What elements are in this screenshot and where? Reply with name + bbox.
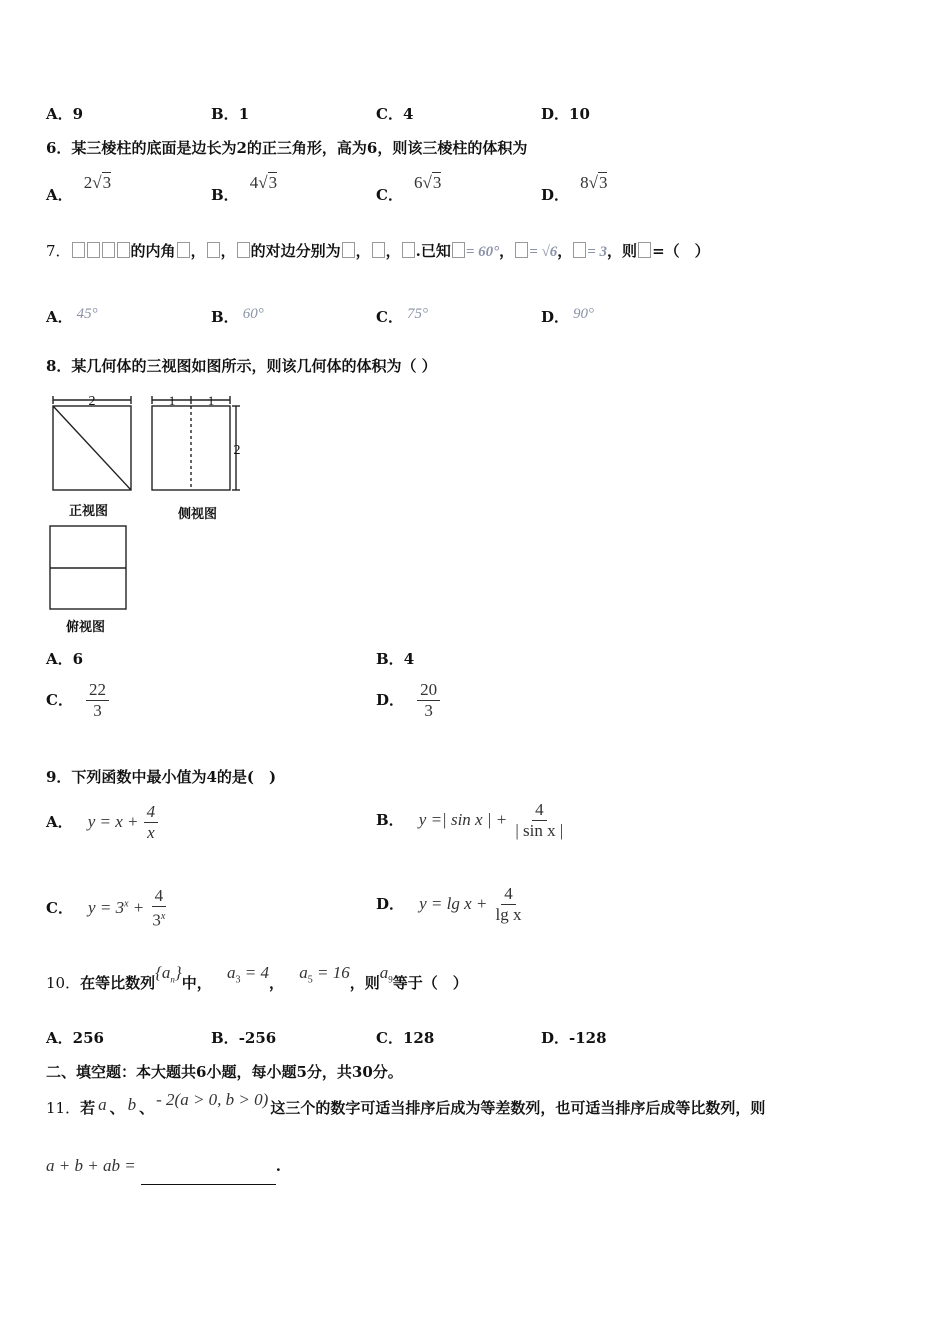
- section-heading: 二、填空题：本大题共6小题，每小题5分，共30分。: [46, 1063, 403, 1081]
- q8-option-c: C． $\frac{22}{3}$: [46, 680, 109, 721]
- q6-option-b: B． 4√3: [211, 173, 278, 204]
- q7-stem: 7． 的内角 ， ， 的对边分别为 ， ， .已知 = 60°， = √6， = 3，则 =（ ）: [46, 242, 710, 260]
- q8-option-d: D． $\frac{20}{3}$: [376, 680, 440, 721]
- side-height-label: 2: [233, 443, 241, 458]
- front-view-label: 正视图: [69, 504, 109, 519]
- q10-stem: 10．在等比数列$\{a_n\}$中， $a_3 = 4$， $a_5 = 16$，则$a_9$等于（ ）: [46, 963, 468, 992]
- q8-option-a: A．6: [46, 650, 84, 668]
- q5-option-c-letter: C．: [376, 105, 403, 123]
- front-width-label: 2: [88, 394, 96, 409]
- q10-option-d: D．-128: [541, 1029, 607, 1047]
- q5-option-d-letter: D．: [541, 105, 570, 123]
- q9-option-a: A． y = x + $\frac{4}{x}$: [46, 802, 158, 843]
- side-width-label-b: 1: [207, 393, 215, 408]
- q10-option-c: C．128: [376, 1029, 435, 1047]
- side-width-label-a: 1: [168, 393, 176, 408]
- q9-option-b: B． y =| sin x | + $\frac{4}{\text{| sin x |}}$: [376, 800, 564, 840]
- q7-option-c: C． 75°: [376, 306, 428, 326]
- q11-stem: 11．若 a 、 b 、 - 2(a > 0, b > 0) 这三个的数字可适当排序后成为等差数列，也可适当排序后成等比数列，则: [46, 1090, 766, 1117]
- q10-option-a: A．256: [46, 1029, 104, 1047]
- top-view-label: 俯视图: [66, 620, 106, 635]
- q6-stem: 6．某三棱柱的底面是边长为2的正三角形，高为6，则该三棱柱的体积为: [46, 139, 528, 157]
- q5-option-a: 9: [72, 105, 84, 123]
- q7-option-d: D． 90°: [541, 306, 595, 326]
- q11-answer-line: a + b + ab = .: [46, 1156, 281, 1185]
- answer-blank[interactable]: [141, 1184, 276, 1185]
- q10-option-b: B．-256: [211, 1029, 277, 1047]
- q9-stem: 9．下列函数中最小值为4的是( ): [46, 768, 277, 786]
- q5-option-a-letter: A．: [46, 105, 73, 123]
- q5-option-d: 10: [569, 105, 590, 123]
- q6-option-c: C． 6√3: [376, 173, 442, 204]
- q9-option-c: C． $y = 3^x$ + $\frac{4}{3^x}$: [46, 886, 166, 930]
- q6-option-d: D． 8√3: [541, 173, 608, 204]
- q5-option-b-letter: B．: [211, 105, 239, 123]
- q5-option-c: 4: [402, 105, 414, 123]
- q6-option-a: A． 2√3: [46, 173, 112, 204]
- q5-option-b: 1: [238, 105, 250, 123]
- q7-option-b: B． 60°: [211, 306, 264, 326]
- q8-stem: 8．某几何体的三视图如图所示，则该几何体的体积为（ ）: [46, 357, 437, 375]
- q9-option-d: D． y = lg x + $\frac{4}{\text{lg x}}$: [376, 884, 522, 924]
- q8-option-b: B．4: [376, 650, 415, 668]
- q7-option-a: A． 45°: [46, 306, 98, 326]
- side-view-label: 侧视图: [178, 507, 218, 522]
